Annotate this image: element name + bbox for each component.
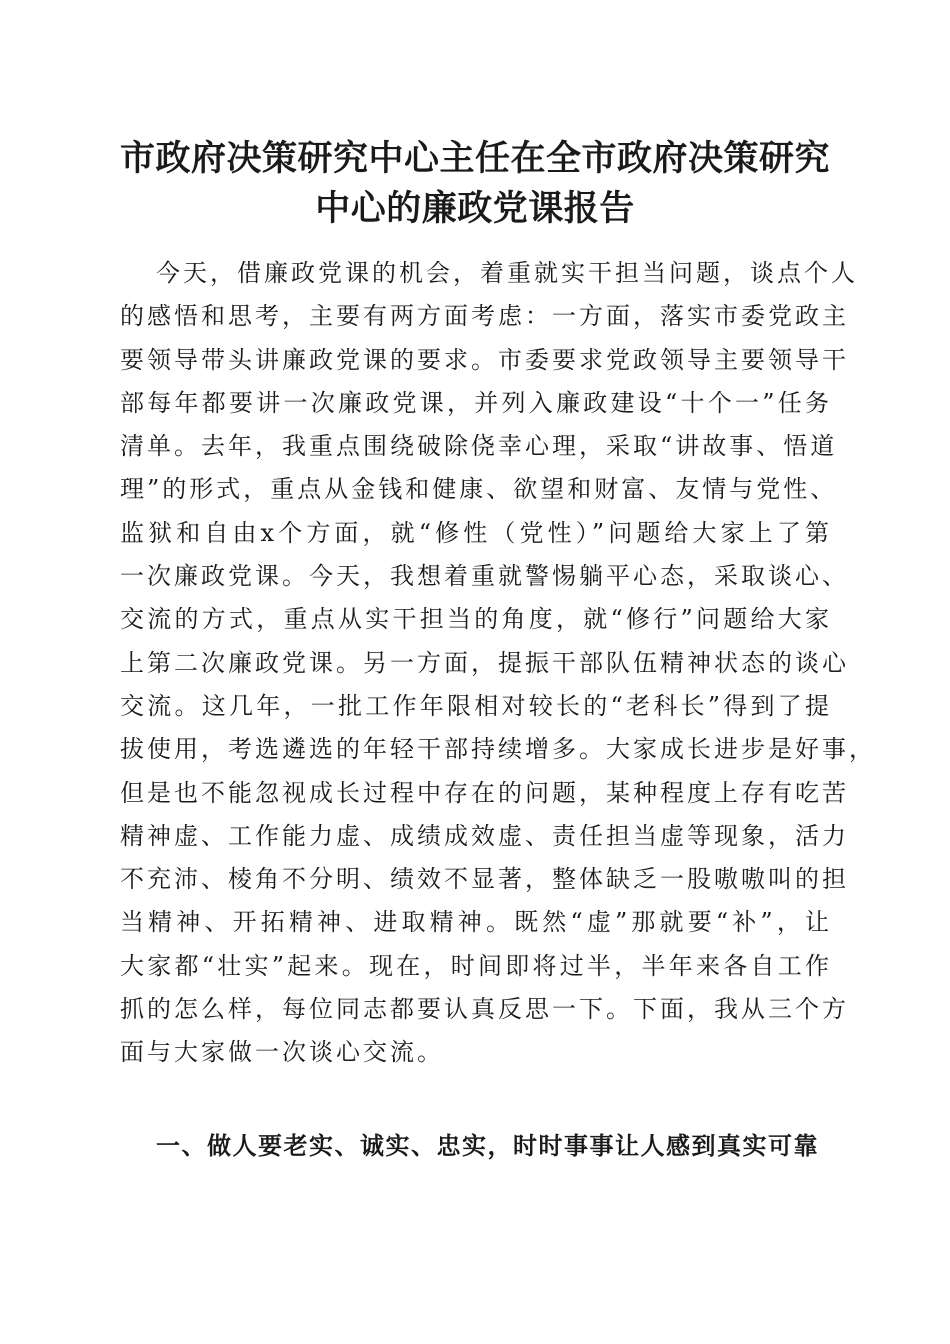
body-paragraph [120,252,876,1075]
section-heading: 一、做人要老实、诚实、忠实，时时事事让人感到真实可靠 [156,1131,819,1160]
paragraph-line: 交流的方式，重点从实干担当的角度，就“修行”问题给大家 [120,605,832,634]
paragraph-line: 的感悟和思考，主要有两方面考虑：一方面，落实市委党政主 [120,302,849,331]
paragraph-line: 上第二次廉政党课。另一方面，提振干部队伍精神状态的谈心 [120,648,849,677]
paragraph-line: 部每年都要讲一次廉政党课，并列入廉政建设“十个一”任务 [120,388,832,417]
paragraph-line: 一次廉政党课。今天，我想着重就警惕躺平心态，采取谈心、 [120,562,849,591]
paragraph-line: 要领导带头讲廉政党课的要求。市委要求党政领导主要领导干 [120,345,849,374]
paragraph-line: 不充沛、棱角不分明、绩效不显著，整体缺乏一股嗷嗷叫的担 [120,865,849,894]
paragraph-line: 理”的形式，重点从金钱和健康、欲望和财富、友情与党性、 [120,475,838,504]
paragraph-line: 拔使用，考选遴选的年轻干部持续增多。大家成长进步是好事， [120,735,876,764]
paragraph-line: 监狱和自由x个方面，就“修性（党性）”问题给大家上了第 [120,518,832,547]
document-title [110,134,840,234]
paragraph-line: 精神虚、工作能力虚、成绩成效虚、责任担当虚等现象，活力 [120,821,849,850]
paragraph-line: 大家都“壮实”起来。现在，时间即将过半，半年来各自工作 [120,951,832,980]
paragraph-line: 但是也不能忽视成长过程中存在的问题，某种程度上存有吃苦 [120,778,849,807]
paragraph-line: 面与大家做一次谈心交流。 [120,1038,444,1067]
title-line: 中心的廉政党课报告 [315,188,635,229]
paragraph-line: 抓的怎么样，每位同志都要认真反思一下。下面，我从三个方 [120,995,849,1024]
paragraph-line: 交流。这几年，一批工作年限相对较长的“老科长”得到了提 [120,691,832,720]
paragraph-line: 当精神、开拓精神、进取精神。既然“虚”那就要“补”，让 [120,908,832,937]
title-line: 市政府决策研究中心主任在全市政府决策研究 [119,138,830,179]
paragraph-line: 清单。去年，我重点围绕破除侥幸心理，采取“讲故事、悟道 [120,432,838,461]
paragraph-line: 今天，借廉政党课的机会，着重就实干担当问题，谈点个人 [156,259,858,287]
